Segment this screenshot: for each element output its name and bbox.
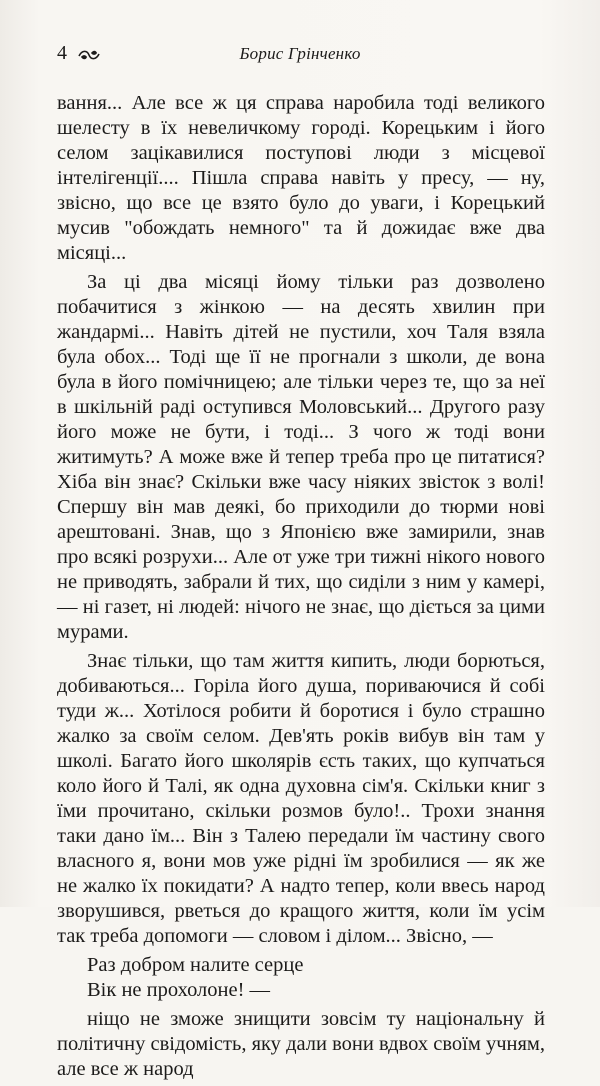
page-header — [57, 40, 543, 70]
page-number: 4 — [57, 42, 67, 64]
paragraph: Знає тільки, що там життя кипить, люди борються, добиваються... Горіла його душа, пориваючися й собі туди ж... Хотілося робити й боротися і було страшно жалко за своїм селом. Дев'ять років вибув він там у школі. Багато його школярів єсть таких, що купчаться коло його й Талі, як одна духовна сім'я. Скільки книг з їми прочитано, скільки розмов було!.. Трохи знання таки дано їм... Він з Талею передали їм частину свого власного я, вони мов уже рідні їм зробилися — як же не жалко їх покидати? А надто тепер, коли ввесь народ зворушився, рветься до кращого життя, коли їм усім так треба допомоги — словом і ділом... Звісно, — — [57, 650, 545, 947]
verse-quote — [57, 953, 545, 1003]
paragraph: вання... Але все ж ця справа наробила тоді великого шелесту в їх невеличкому городі. Корецьким і його селом зацікавилися поступові люди з місцевої інтелігенції.... Пішла справа навіть у пресу, — ну, звісно, що все це взято було до уваги, і Корецький мусив "обождать немного" та й дожидає вже два місяці... — [57, 92, 545, 264]
verse-line: Вік не прохолоне! — — [87, 979, 271, 1001]
paragraph: За ці два місяці йому тільки раз дозволено побачитися з жінкою — на десять хвилин при жандармі... Навіть дітей не пустили, хоч Таля взяла була обох... Тоді ще її не прогнали з школи, де вона була в його помічницею; але тільки через те, що за неї в шкільній раді оступився Моловський... Другого разу його може не бути, і тоді... З чого ж тоді вони житимуть? А може вже й тепер треба про це питатися? Хіба він знає? Скільки вже часу ніяких звісток з волі! Спершу він мав деякі, бо приходили до тюрми нові арештовані. Знав, що з Японією вже замирили, знав про всякі розрухи... Але от уже три тижні нікого нового не приводять, забрали й тих, що сиділи з ним у камері, — ні газет, ні людей: нічого не знає, що діється за цими мурами. — [57, 271, 545, 643]
body-text — [57, 91, 545, 1086]
running-title: Борис Грінченко — [239, 44, 361, 63]
verse-line: Раз добром налите серце — [87, 954, 304, 976]
paragraph: ніщо не зможе знищити зовсім ту національну й політичну свідомість, яку дали вони вдвох своїм учням, але все ж народ — [57, 1008, 545, 1080]
